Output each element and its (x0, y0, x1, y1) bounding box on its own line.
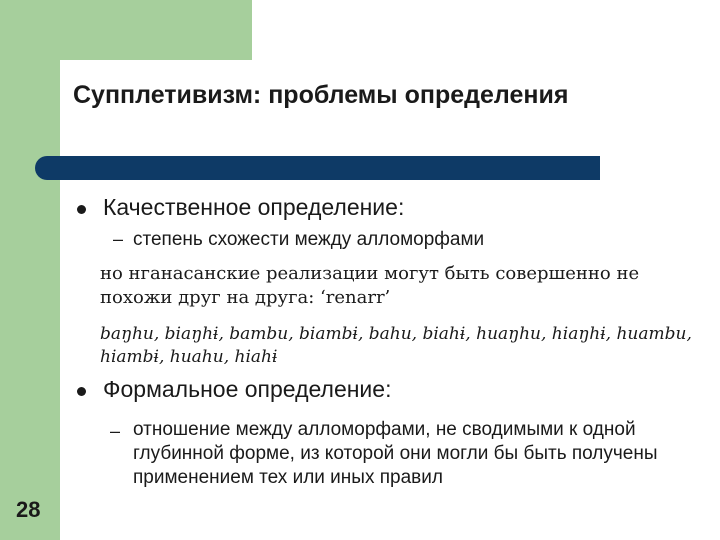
sub-bullet-dash: – (113, 229, 124, 249)
page-number: 28 (16, 497, 41, 522)
sub-bullet-allomorph-relation: отношение между алломорфами, не сводимыми к одной глубинной форме, из которой они могли бы быть получены применением тех или иных правил (133, 419, 658, 488)
title-divider-bar (35, 156, 600, 180)
slide-title: Супплетивизм: проблемы определения (73, 81, 569, 109)
bullet-dot (77, 387, 86, 396)
bullet-qualitative-definition: Качественное определение: (103, 194, 405, 220)
bullet-formal-definition: Формальное определение: (103, 376, 392, 402)
sub-bullet-dash: – (110, 421, 121, 441)
decorative-green-sidebar (0, 0, 60, 540)
nganasan-note: но нганасанские реализации могут быть совершенно не похожи друг на друга: ‘renarr’ (100, 263, 640, 308)
bullet-dot (77, 205, 86, 214)
sub-bullet-similarity: степень схожести между алломорфами (133, 229, 485, 250)
nganasan-examples: baŋhu, biaŋhɨ, bambu, biambɨ, bahu, biahɨ, huaŋhu, hiaŋhɨ, huambu, hiambɨ, huahu, hiahɨ (100, 324, 692, 367)
